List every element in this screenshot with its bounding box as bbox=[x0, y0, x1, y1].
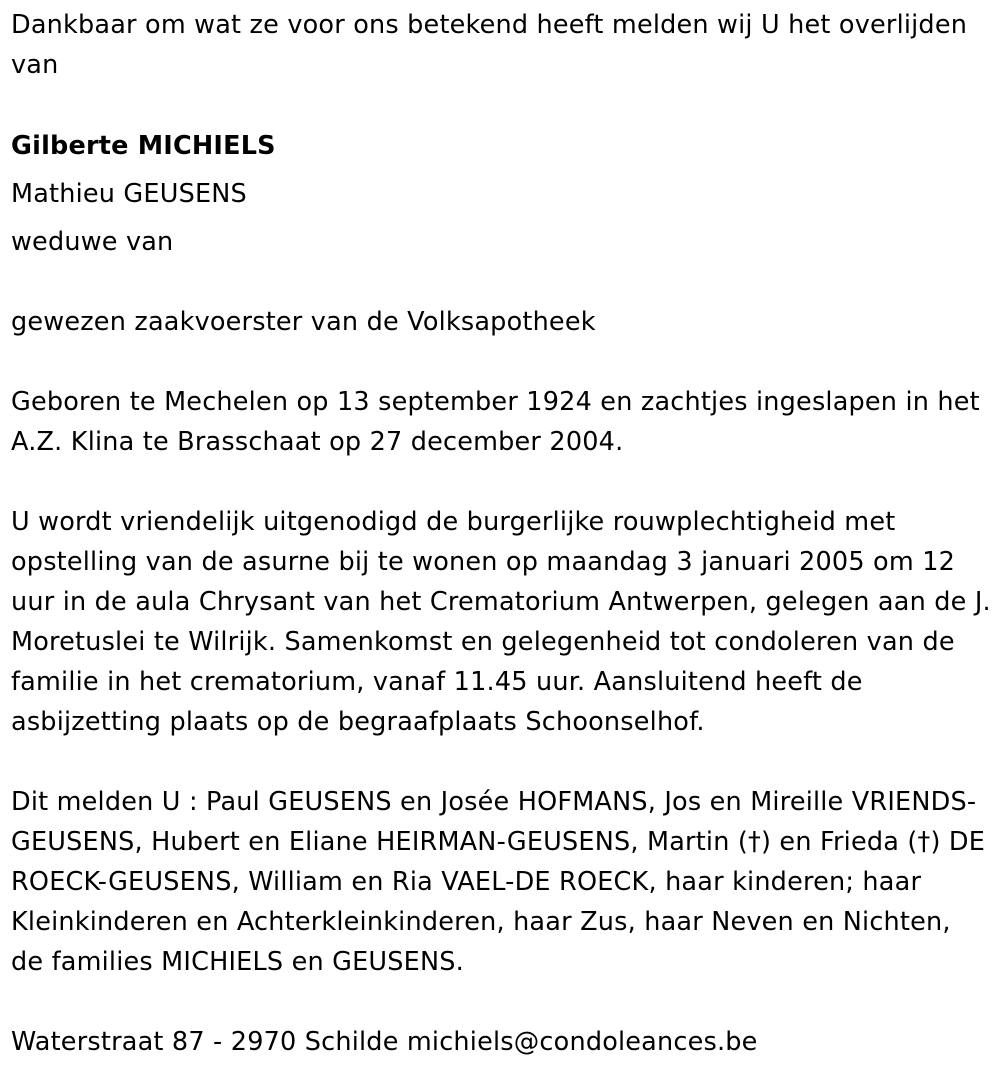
announcers-text: Dit melden U : Paul GEUSENS en Josée HOFMANS, Jos en Mireille VRIENDS-GEUSENS, Hubert en Eliane HEIRMAN-GEUSENS, Martin (†) en Frieda (†) DE ROECK-GEUSENS, William en Ria VAEL-DE ROECK, haar kinderen; haar Kleinkinderen en Achterkleinkinderen, haar Zus, haar Neven en Nichten, de families MICHIELS en GEUSENS. bbox=[11, 787, 986, 977]
spacer bbox=[11, 85, 991, 125]
intro-text: Dankbaar om wat ze voor ons betekend heeft melden wij U het overlijden van bbox=[11, 10, 968, 80]
obituary-document bbox=[11, 5, 991, 1062]
spacer bbox=[11, 342, 991, 382]
spacer bbox=[11, 982, 991, 1022]
address-text: Waterstraat 87 - 2970 Schilde michiels@condoleances.be bbox=[11, 1027, 758, 1057]
ceremony-text: U wordt vriendelijk uitgenodigd de burgerlijke rouwplechtigheid met opstelling van de asurne bij te wonen op maandag 3 januari 2005 om 12 uur in de aula Chrysant van het Crematorium Antwerpen, gelegen aan de J. Moretuslei te Wilrijk. Samenkomst en gelegenheid tot condoleren van de familie in het crematorium, vanaf 11.45 uur. Aansluitend heeft de asbijzetting plaats op de begraafplaats Schoonselhof. bbox=[11, 507, 991, 737]
deceased-name: Gilberte MICHIELS bbox=[11, 131, 276, 161]
spouse-name: Mathieu GEUSENS bbox=[11, 179, 247, 209]
spacer bbox=[11, 462, 991, 502]
birth-death-text: Geboren te Mechelen op 13 september 1924 en zachtjes ingeslapen in het A.Z. Klina te Brasschaat op 27 december 2004. bbox=[11, 387, 980, 457]
spacer bbox=[11, 262, 991, 302]
spacer bbox=[11, 742, 991, 782]
occupation-text: gewezen zaakvoerster van de Volksapotheek bbox=[11, 307, 596, 337]
relation-text: weduwe van bbox=[11, 227, 174, 257]
